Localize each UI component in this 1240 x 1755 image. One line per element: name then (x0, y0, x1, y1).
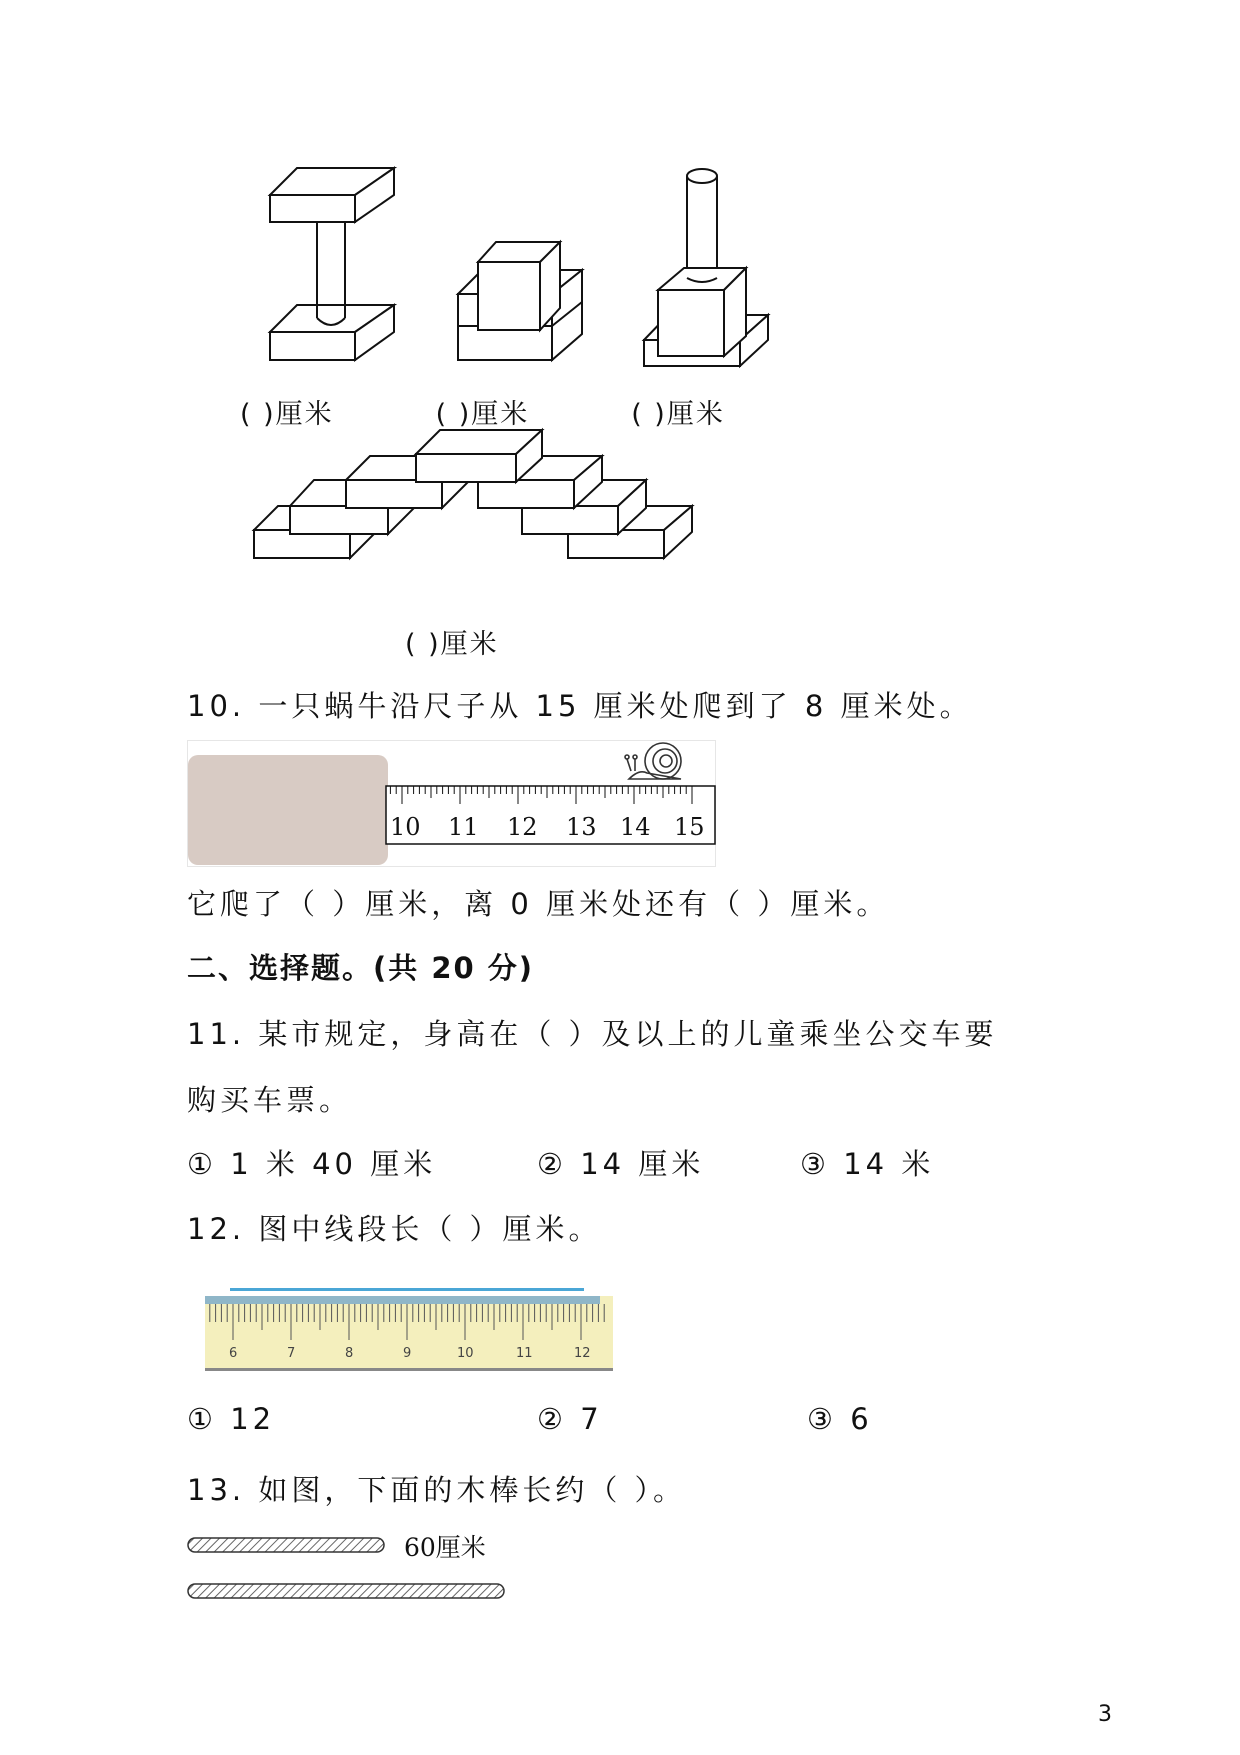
q11-option-1[interactable]: ① 1 米 40 厘米 (187, 1147, 437, 1181)
ruler-label-11: 11 (448, 813, 479, 841)
ruler-label-8: 8 (345, 1346, 354, 1361)
q11-question-line1: 11. 某市规定，身高在（ ）及以上的儿童乘坐公交车要 (187, 1017, 998, 1051)
q12-option-3[interactable]: ③ 6 (807, 1402, 873, 1436)
ruler-label-9: 9 (403, 1346, 412, 1361)
ruler-label-12: 12 (507, 813, 538, 841)
q11-option-2[interactable]: ② 14 厘米 (537, 1147, 705, 1181)
bridge-label: ( )厘米 (405, 629, 499, 660)
stack-label-2: ( )厘米 (435, 399, 530, 430)
q10-answer-line: 它爬了（ ）厘米，离 0 厘米处还有（ ）厘米。 (187, 887, 890, 921)
ruler-label-10b: 10 (457, 1346, 474, 1361)
block-bridge-figure (250, 450, 710, 610)
ruler-label-10: 10 (390, 813, 421, 841)
snail-icon (621, 735, 691, 785)
ruler-label-11b: 11 (516, 1346, 533, 1361)
stack-label-1: ( )厘米 (240, 399, 334, 430)
q10-question: 10. 一只蜗牛沿尺子从 15 厘米处爬到了 8 厘米处。 (187, 689, 973, 723)
page-number: 3 (1098, 1702, 1112, 1727)
ruler-cover-block (188, 755, 388, 865)
ruler-label-15: 15 (674, 813, 705, 841)
q10-ruler-labels (386, 813, 716, 843)
stack-figure-1 (260, 160, 400, 390)
q12-question: 12. 图中线段长（ ）厘米。 (187, 1212, 602, 1246)
stack-figure-3 (636, 160, 776, 400)
stick-long (187, 1582, 507, 1602)
section-2-title: 二、选择题。(共 20 分) (187, 951, 535, 985)
q10-ruler-panel (187, 740, 716, 867)
ruler-label-14: 14 (620, 813, 651, 841)
q12-option-2[interactable]: ② 7 (537, 1402, 603, 1436)
q12-ruler (205, 1296, 613, 1371)
stick-short (187, 1536, 387, 1556)
ruler-label-13: 13 (566, 813, 597, 841)
q13-question: 13. 如图，下面的木棒长约（ ）。 (187, 1473, 687, 1507)
ruler-label-7: 7 (287, 1346, 296, 1361)
stick-label: 60厘米 (404, 1533, 486, 1562)
q12-option-1[interactable]: ① 12 (187, 1402, 276, 1436)
stack-figure-2 (452, 222, 592, 392)
stack-labels-row (240, 392, 725, 431)
stack-label-3: ( )厘米 (631, 399, 725, 430)
ruler-label-12: 12 (574, 1346, 591, 1361)
ruler-label-6: 6 (229, 1346, 238, 1361)
q12-segment-line (230, 1288, 584, 1291)
q11-option-3[interactable]: ③ 14 米 (800, 1147, 935, 1181)
q11-question-line2: 购买车票。 (187, 1083, 353, 1117)
